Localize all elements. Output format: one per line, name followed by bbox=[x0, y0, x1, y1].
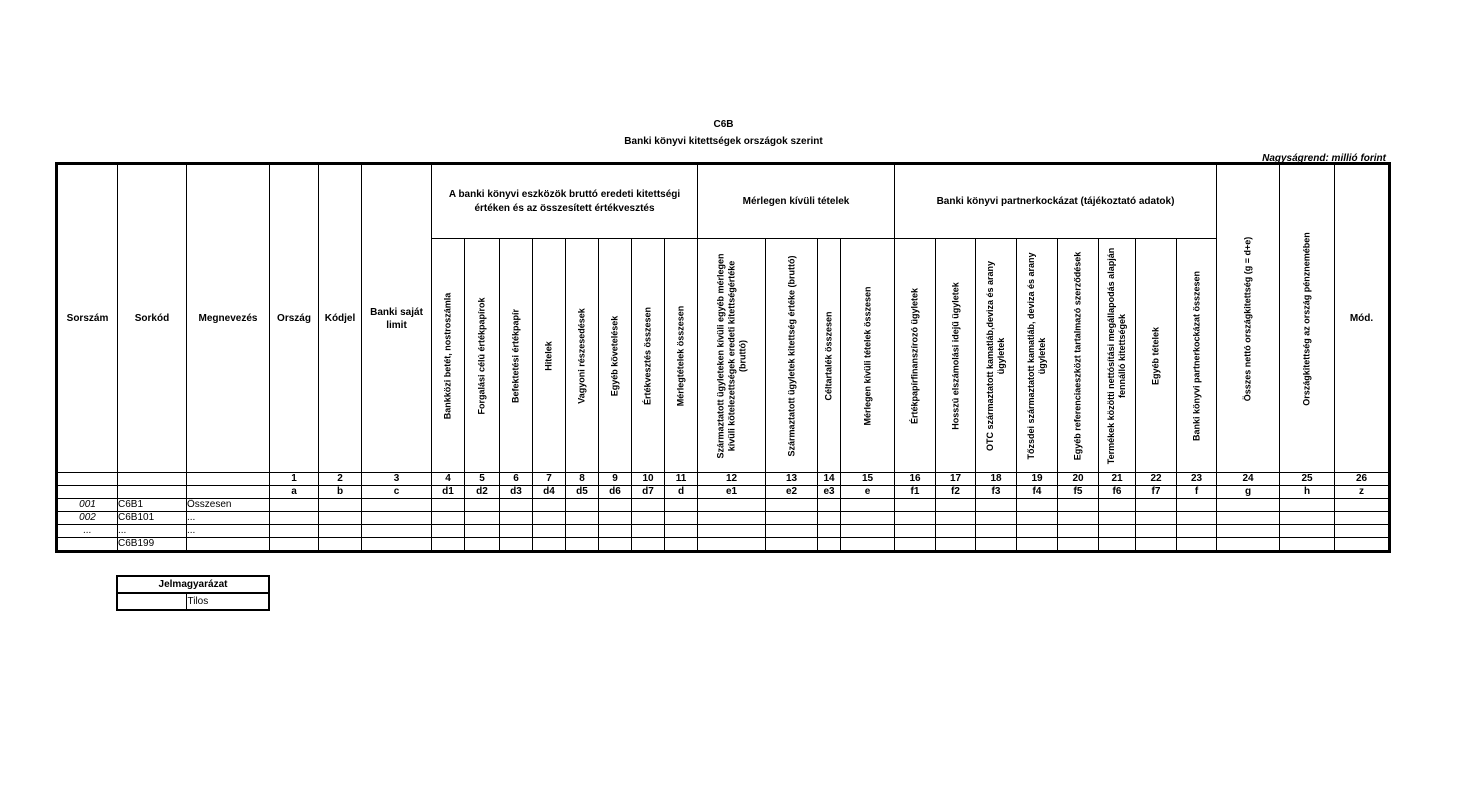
unit-label: Nagyságrend: millió forint bbox=[1262, 153, 1386, 164]
col-number: 4 bbox=[432, 473, 465, 486]
col-number: 11 bbox=[665, 473, 698, 486]
col-mod: Mód. bbox=[1335, 164, 1390, 473]
col-f3: OTC származtatott kamatláb,deviza és arany ügyletek bbox=[976, 239, 1017, 473]
col-orszag: Ország bbox=[270, 164, 319, 473]
col-letter: a bbox=[270, 486, 319, 499]
col-number: 1 bbox=[270, 473, 319, 486]
table-row bbox=[57, 525, 1390, 538]
row-megnevezes: ... bbox=[187, 512, 270, 525]
col-letter: f1 bbox=[895, 486, 936, 499]
row-sorkod: C6B101 bbox=[118, 512, 187, 525]
table-row bbox=[57, 512, 1390, 525]
legend-swatch bbox=[117, 593, 186, 610]
col-d6: Egyéb követelések bbox=[599, 239, 632, 473]
col-letter: e bbox=[841, 486, 895, 499]
col-f6: Termékek közötti nettósítási megállapodás alapján fennálló kitettségek bbox=[1099, 239, 1136, 473]
col-e3: Céltartalék összesen bbox=[818, 239, 841, 473]
col-e1: Származtatott ügyleteken kívüli egyéb mérlegen kívüli kötelezettségek eredeti kitettségértéke (bruttó) bbox=[698, 239, 766, 473]
col-sorszam: Sorszám bbox=[57, 164, 118, 473]
col-letter: b bbox=[319, 486, 362, 499]
col-letter: d1 bbox=[432, 486, 465, 499]
row-megnevezes bbox=[187, 538, 270, 552]
col-number: 8 bbox=[566, 473, 599, 486]
col-penznem: Országkitettség az ország pénznemében bbox=[1280, 164, 1335, 473]
col-f5: Egyéb referenciaeszközt tartalmazó szerződések bbox=[1058, 239, 1099, 473]
col-e2: Származtatott ügyletek kitettség értéke (bruttó) bbox=[766, 239, 818, 473]
form-code: C6B bbox=[713, 119, 734, 130]
col-number: 23 bbox=[1177, 473, 1217, 486]
col-number: 15 bbox=[841, 473, 895, 486]
row-megnevezes: ... bbox=[187, 525, 270, 538]
col-letter: h bbox=[1280, 486, 1335, 499]
col-d1: Bankközi betét, nostroszámla bbox=[432, 239, 465, 473]
col-kodjel: Kódjel bbox=[319, 164, 362, 473]
col-d7: Értékvesztés összesen bbox=[632, 239, 665, 473]
group-assets: A banki könyvi eszközök bruttó eredeti kitettségi értéken és az összesített értékvesztés bbox=[432, 164, 698, 239]
col-f: Banki könyvi partnerkockázat összesen bbox=[1177, 239, 1217, 473]
row-sorkod: C6B1 bbox=[118, 499, 187, 512]
col-letter: d4 bbox=[533, 486, 566, 499]
group-counterparty: Banki könyvi partnerkockázat (tájékoztató adatok) bbox=[895, 164, 1217, 239]
col-number: 21 bbox=[1099, 473, 1136, 486]
col-d2: Forgalási célú értékpapírok bbox=[465, 239, 500, 473]
legend-item: Tilos bbox=[186, 593, 269, 610]
col-f2: Hosszú elszámolási idejű ügyletek bbox=[936, 239, 976, 473]
col-f7: Egyéb tételek bbox=[1136, 239, 1177, 473]
column-numbers bbox=[57, 473, 1390, 499]
legend-title: Jelmagyarázat bbox=[117, 576, 269, 593]
col-letter: f6 bbox=[1099, 486, 1136, 499]
col-letter: e3 bbox=[818, 486, 841, 499]
row-sorkod: C6B199 bbox=[118, 538, 187, 552]
report-table bbox=[55, 162, 1391, 553]
col-number: 19 bbox=[1017, 473, 1058, 486]
group-offbalance: Mérlegen kívüli tételek bbox=[698, 164, 895, 239]
col-e: Mérlegen kívüli tételek összesen bbox=[841, 239, 895, 473]
col-f4: Tőzsdei származtatott kamatláb, deviza és arany ügyletek bbox=[1017, 239, 1058, 473]
col-number: 10 bbox=[632, 473, 665, 486]
col-letter: d7 bbox=[632, 486, 665, 499]
col-d4: Hitelek bbox=[533, 239, 566, 473]
col-d3: Befektetési értékpapír bbox=[500, 239, 533, 473]
col-sorkod: Sorkód bbox=[118, 164, 187, 473]
col-number: 16 bbox=[895, 473, 936, 486]
col-letter: g bbox=[1217, 486, 1280, 499]
col-number: 18 bbox=[976, 473, 1017, 486]
col-letter: f5 bbox=[1058, 486, 1099, 499]
row-sorszam bbox=[57, 538, 118, 552]
col-letter: f bbox=[1177, 486, 1217, 499]
col-letter: e2 bbox=[766, 486, 818, 499]
col-letter: d3 bbox=[500, 486, 533, 499]
col-number: 6 bbox=[500, 473, 533, 486]
row-sorszam: 002 bbox=[57, 512, 118, 525]
col-letter: f4 bbox=[1017, 486, 1058, 499]
row-sorszam: ... bbox=[57, 525, 118, 538]
col-f1: Értékpapírfinanszírozó ügyletek bbox=[895, 239, 936, 473]
col-number: 12 bbox=[698, 473, 766, 486]
col-letter: d bbox=[665, 486, 698, 499]
col-number: 7 bbox=[533, 473, 566, 486]
col-letter: f2 bbox=[936, 486, 976, 499]
table-row bbox=[57, 538, 1390, 552]
row-megnevezes: Összesen bbox=[187, 499, 270, 512]
col-letter: f7 bbox=[1136, 486, 1177, 499]
col-letter: c bbox=[362, 486, 432, 499]
col-number: 5 bbox=[465, 473, 500, 486]
col-number: 9 bbox=[599, 473, 632, 486]
col-osszes: Összes nettó országkitettség (g = d+e) bbox=[1217, 164, 1280, 473]
col-d: Mérlegtételek összesen bbox=[665, 239, 698, 473]
col-number: 17 bbox=[936, 473, 976, 486]
col-number: 3 bbox=[362, 473, 432, 486]
col-letter: f3 bbox=[976, 486, 1017, 499]
col-number: 2 bbox=[319, 473, 362, 486]
col-number: 20 bbox=[1058, 473, 1099, 486]
col-letter: d6 bbox=[599, 486, 632, 499]
col-number: 24 bbox=[1217, 473, 1280, 486]
col-number: 13 bbox=[766, 473, 818, 486]
form-title: Banki könyvi kitettségek országok szerint bbox=[624, 136, 823, 147]
col-number: 14 bbox=[818, 473, 841, 486]
col-number: 26 bbox=[1335, 473, 1390, 486]
legend-table bbox=[116, 575, 270, 611]
table-row bbox=[57, 499, 1390, 512]
data-rows bbox=[57, 499, 1390, 552]
col-limit: Banki saját limit bbox=[362, 164, 432, 473]
col-d5: Vagyoni részesedések bbox=[566, 239, 599, 473]
row-sorszam: 001 bbox=[57, 499, 118, 512]
col-megnevezes: Megnevezés bbox=[187, 164, 270, 473]
col-letter: d5 bbox=[566, 486, 599, 499]
row-sorkod: ... bbox=[118, 525, 187, 538]
col-letter: d2 bbox=[465, 486, 500, 499]
col-number: 25 bbox=[1280, 473, 1335, 486]
col-letter: z bbox=[1335, 486, 1390, 499]
col-letter: e1 bbox=[698, 486, 766, 499]
col-number: 22 bbox=[1136, 473, 1177, 486]
